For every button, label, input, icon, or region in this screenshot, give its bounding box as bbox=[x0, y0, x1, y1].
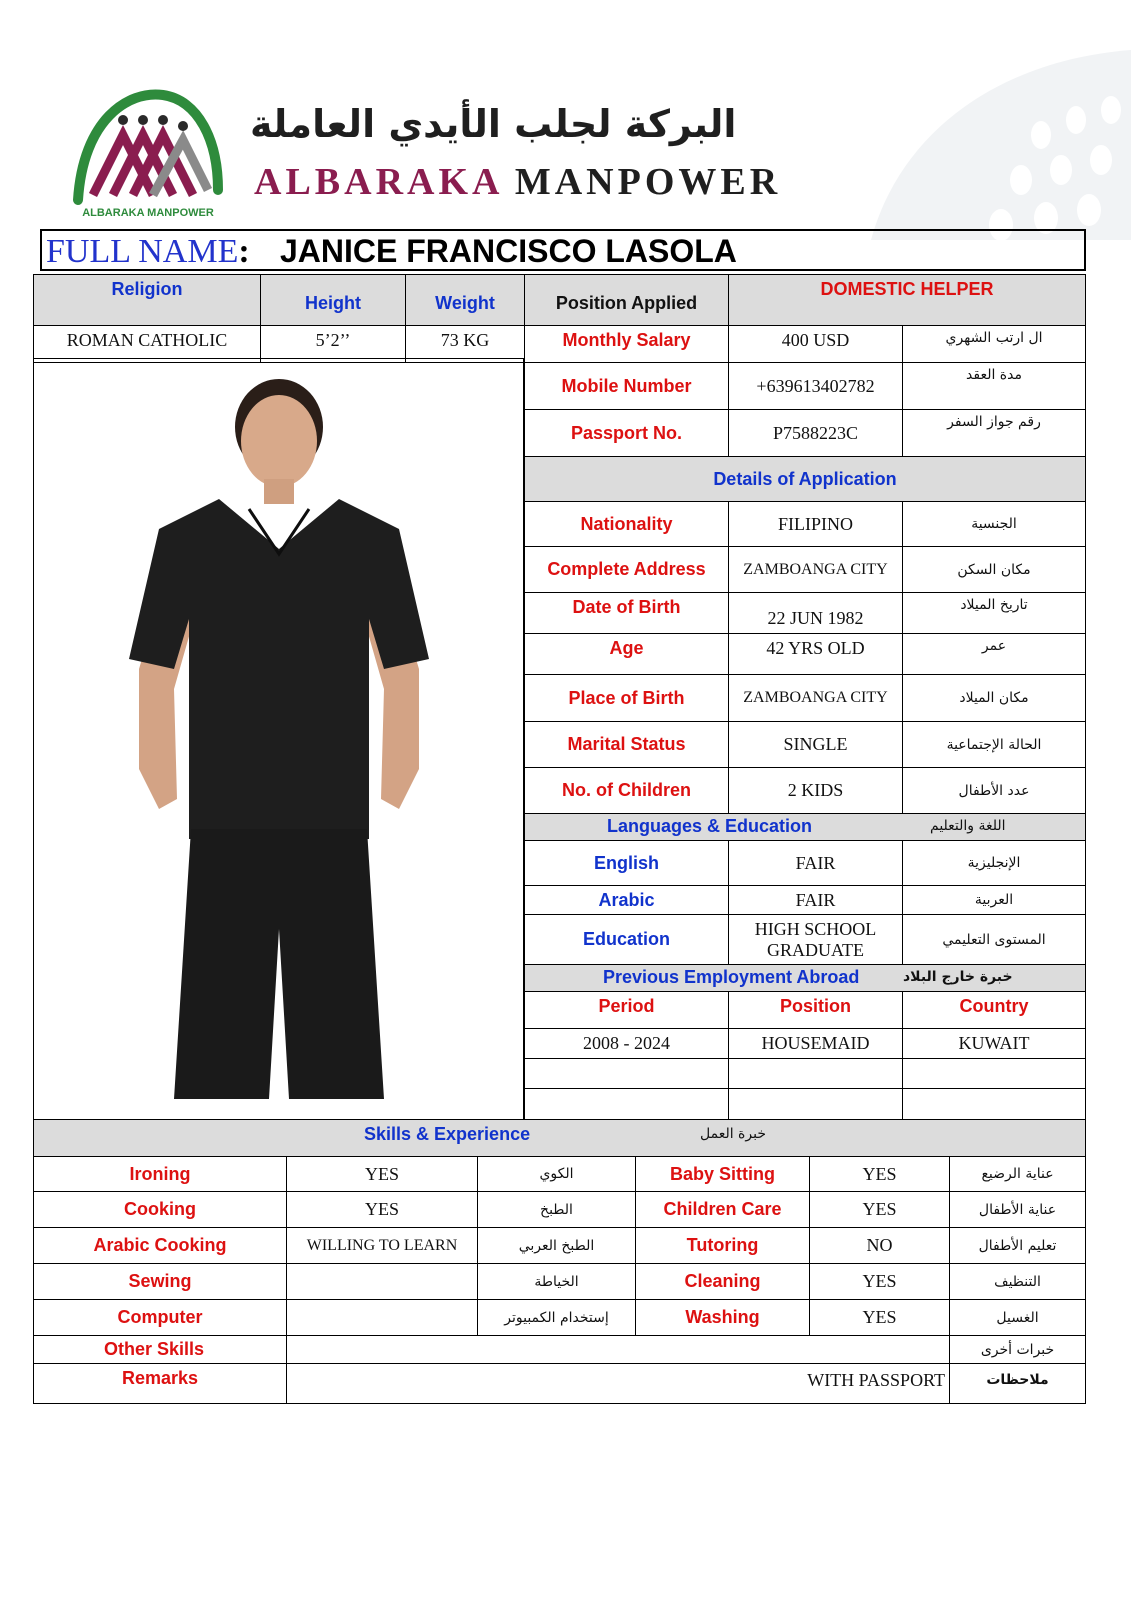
skill-arabic-cooking-value: WILLING TO LEARN bbox=[286, 1227, 478, 1264]
employment-empty-cell bbox=[728, 1058, 903, 1089]
previous-employment-header bbox=[524, 964, 1086, 992]
place-of-birth-arabic: مكان الميلاد bbox=[902, 674, 1086, 722]
arabic-value: FAIR bbox=[728, 885, 903, 915]
passport-no-arabic: رقم جواز السفر bbox=[902, 409, 1086, 457]
languages-education-title: Languages & Education bbox=[607, 816, 813, 836]
complete-address-arabic: مكان السكن bbox=[902, 546, 1086, 593]
skill-ironing-value: YES bbox=[286, 1156, 478, 1192]
arabic-label: Arabic bbox=[524, 885, 729, 915]
skill-washing-arabic: الغسيل bbox=[949, 1299, 1086, 1336]
skill-children-care-arabic: عناية الأطفال bbox=[949, 1191, 1086, 1228]
skill-arabic-cooking-label: Arabic Cooking bbox=[33, 1227, 287, 1264]
period-column-header: Period bbox=[524, 991, 729, 1029]
place-of-birth-value: ZAMBOANGA CITY bbox=[728, 674, 903, 722]
skill-tutoring-value: NO bbox=[809, 1227, 950, 1264]
skill-sewing-arabic: الخياطة bbox=[477, 1263, 636, 1300]
skill-cooking-label: Cooking bbox=[33, 1191, 287, 1228]
skill-washing-value: YES bbox=[809, 1299, 950, 1336]
employment-empty-cell bbox=[524, 1058, 729, 1089]
page-header bbox=[0, 0, 1131, 230]
position-column-header: Position bbox=[728, 991, 903, 1029]
company-logo-icon bbox=[68, 80, 228, 225]
height-label: Height bbox=[260, 274, 406, 326]
full-name-value: JANICE FRANCISCO LASOLA bbox=[280, 233, 737, 269]
height-value: 5’2’’ bbox=[260, 325, 406, 363]
languages-education-title-arabic: اللغة والتعليم bbox=[930, 818, 1006, 834]
monthly-salary-arabic: ال ارتب الشهري bbox=[902, 325, 1086, 363]
marital-status-label: Marital Status bbox=[524, 721, 729, 768]
skill-cleaning-label: Cleaning bbox=[635, 1263, 810, 1300]
skill-computer-arabic: إستخدام الكمبيوتر bbox=[477, 1299, 636, 1336]
marital-status-arabic: الحالة الإجتماعية bbox=[902, 721, 1086, 768]
skill-computer-label: Computer bbox=[33, 1299, 287, 1336]
skill-sewing-label: Sewing bbox=[33, 1263, 287, 1300]
no-of-children-label: No. of Children bbox=[524, 767, 729, 814]
skill-baby-sitting-arabic: عناية الرضيع bbox=[949, 1156, 1086, 1192]
employment-empty-cell bbox=[902, 1058, 1086, 1089]
position-applied-value: DOMESTIC HELPER bbox=[728, 274, 1086, 326]
applicant-photo bbox=[33, 358, 524, 1120]
marital-status-value: SINGLE bbox=[728, 721, 903, 768]
employment-period-1: 2008 - 2024 bbox=[524, 1028, 729, 1059]
date-of-birth-label: Date of Birth bbox=[524, 592, 729, 634]
education-label: Education bbox=[524, 914, 729, 965]
passport-no-label: Passport No. bbox=[524, 409, 729, 457]
passport-no-value: P7588223C bbox=[728, 409, 903, 457]
skill-tutoring-label: Tutoring bbox=[635, 1227, 810, 1264]
other-skills-arabic: خبرات أخرى bbox=[949, 1335, 1086, 1364]
age-arabic: عمر bbox=[902, 633, 1086, 675]
skill-baby-sitting-value: YES bbox=[809, 1156, 950, 1192]
english-arabic: الإنجليزية bbox=[902, 840, 1086, 886]
religion-label: Religion bbox=[33, 274, 261, 326]
remarks-label: Remarks bbox=[33, 1363, 287, 1404]
date-of-birth-arabic: تاريخ الميلاد bbox=[902, 592, 1086, 634]
company-name-part1: ALBARAKA bbox=[254, 161, 502, 203]
skill-arabic-cooking-arabic: الطبخ العربي bbox=[477, 1227, 636, 1264]
no-of-children-arabic: عدد الأطفال bbox=[902, 767, 1086, 814]
skill-baby-sitting-label: Baby Sitting bbox=[635, 1156, 810, 1192]
education-arabic: المستوى التعليمي bbox=[902, 914, 1086, 965]
applicant-photo-icon bbox=[99, 369, 459, 1109]
nationality-arabic: الجنسية bbox=[902, 501, 1086, 547]
nationality-value: FILIPINO bbox=[728, 501, 903, 547]
age-value: 42 YRS OLD bbox=[728, 633, 903, 675]
skill-ironing-label: Ironing bbox=[33, 1156, 287, 1192]
languages-education-header bbox=[524, 813, 1086, 841]
employment-empty-cell bbox=[728, 1088, 903, 1120]
logo-caption: ALBARAKA MANPOWER bbox=[82, 207, 214, 219]
education-value: HIGH SCHOOL GRADUATE bbox=[728, 914, 903, 965]
religion-value: ROMAN CATHOLIC bbox=[33, 325, 261, 363]
employment-country-1: KUWAIT bbox=[902, 1028, 1086, 1059]
weight-value: 73 KG bbox=[405, 325, 525, 363]
company-name-arabic: البركة لجلب الأيدي العاملة bbox=[250, 102, 737, 146]
employment-empty-cell bbox=[902, 1088, 1086, 1120]
weight-label: Weight bbox=[405, 274, 525, 326]
skill-computer-value bbox=[286, 1299, 478, 1336]
other-skills-label: Other Skills bbox=[33, 1335, 287, 1364]
mobile-number-arabic: مدة العقد bbox=[902, 362, 1086, 410]
skills-experience-title: Skills & Experience bbox=[364, 1124, 531, 1144]
place-of-birth-label: Place of Birth bbox=[524, 674, 729, 722]
complete-address-label: Complete Address bbox=[524, 546, 729, 593]
skill-children-care-label: Children Care bbox=[635, 1191, 810, 1228]
complete-address-value: ZAMBOANGA CITY bbox=[728, 546, 903, 593]
skill-cleaning-value: YES bbox=[809, 1263, 950, 1300]
skill-tutoring-arabic: تعليم الأطفال bbox=[949, 1227, 1086, 1264]
company-name-english bbox=[254, 160, 781, 204]
monthly-salary-value: 400 USD bbox=[728, 325, 903, 363]
company-name-part2: MANPOWER bbox=[514, 161, 782, 203]
remarks-value: WITH PASSPORT bbox=[286, 1363, 950, 1404]
skills-experience-title-arabic: خبرة العمل bbox=[700, 1126, 766, 1142]
english-label: English bbox=[524, 840, 729, 886]
mobile-number-label: Mobile Number bbox=[524, 362, 729, 410]
arabic-arabic: العربية bbox=[902, 885, 1086, 915]
mobile-number-value: +639613402782 bbox=[728, 362, 903, 410]
skill-children-care-value: YES bbox=[809, 1191, 950, 1228]
skills-experience-header bbox=[33, 1119, 1086, 1157]
previous-employment-title: Previous Employment Abroad bbox=[603, 967, 860, 987]
skill-washing-label: Washing bbox=[635, 1299, 810, 1336]
nationality-label: Nationality bbox=[524, 501, 729, 547]
full-name-bar bbox=[40, 229, 1086, 271]
date-of-birth-value: 22 JUN 1982 bbox=[728, 592, 903, 634]
employment-empty-cell bbox=[524, 1088, 729, 1120]
skill-sewing-value bbox=[286, 1263, 478, 1300]
remarks-arabic: ملاحظات bbox=[949, 1363, 1086, 1404]
country-column-header: Country bbox=[902, 991, 1086, 1029]
employment-position-1: HOUSEMAID bbox=[728, 1028, 903, 1059]
english-value: FAIR bbox=[728, 840, 903, 886]
monthly-salary-label: Monthly Salary bbox=[524, 325, 729, 363]
skill-cleaning-arabic: التنظيف bbox=[949, 1263, 1086, 1300]
position-applied-label: Position Applied bbox=[524, 274, 729, 326]
previous-employment-title-arabic: خبرة خارج البلاد bbox=[903, 969, 1013, 985]
skill-cooking-value: YES bbox=[286, 1191, 478, 1228]
watermark-decoration-icon bbox=[831, 40, 1131, 240]
other-skills-value bbox=[286, 1335, 950, 1364]
age-label: Age bbox=[524, 633, 729, 675]
no-of-children-value: 2 KIDS bbox=[728, 767, 903, 814]
skill-cooking-arabic: الطبخ bbox=[477, 1191, 636, 1228]
skill-ironing-arabic: الكوي bbox=[477, 1156, 636, 1192]
details-of-application-header: Details of Application bbox=[524, 456, 1086, 502]
full-name-label: FULL NAME: bbox=[46, 233, 250, 270]
